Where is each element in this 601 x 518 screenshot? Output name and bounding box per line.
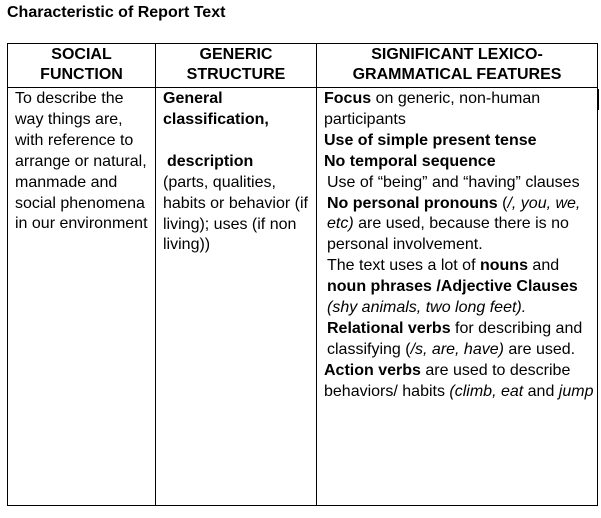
document-title: Characteristic of Report Text [7, 4, 226, 21]
feature-being-having: Use of “being” and “having” clauses [327, 173, 580, 191]
feature-no-temporal-sequence: No temporal sequence [324, 152, 496, 170]
header-social-function: SOCIAL FUNCTION [8, 44, 156, 88]
feature-relational-verbs: Relational verbs for describing and classifying (/s, are, have) are used. [327, 319, 583, 358]
feature-action-verbs: Action verbs are used to describe behaviors/ habits (climb, eat and jump [324, 361, 594, 400]
feature-no-personal-pronouns: No personal pronouns (/, you, we, etc) are used, because there is no personal involvement. [327, 194, 581, 254]
generic-structure-cell [156, 88, 317, 506]
header-row [8, 44, 598, 88]
header-lexico-grammatical-features: SIGNIFICANT LEXICO- GRAMMATICAL FEATURES [317, 44, 598, 88]
header-generic-structure: GENERIC STRUCTURE [156, 44, 317, 88]
social-function-text: To describe the way things are, with reference to arrange or natural, manmade and social phenomena in our environment [15, 90, 148, 233]
structure-description: description [167, 152, 254, 170]
report-text-table [7, 43, 598, 506]
structure-description-detail: (parts, qualities, habits or behavior (if living); uses (if non living)) [163, 173, 308, 254]
content-row [8, 88, 598, 506]
social-function-cell [8, 88, 156, 506]
feature-nouns: The text uses a lot of nouns and noun phrases /Adjective Clauses (shy animals, two long feet). [327, 257, 578, 317]
feature-present-tense: Use of simple present tense [324, 131, 537, 149]
structure-general-classification: General classification, [163, 90, 269, 128]
features-cell [317, 88, 598, 506]
feature-focus: Focus on generic, non-human participants [324, 90, 541, 128]
